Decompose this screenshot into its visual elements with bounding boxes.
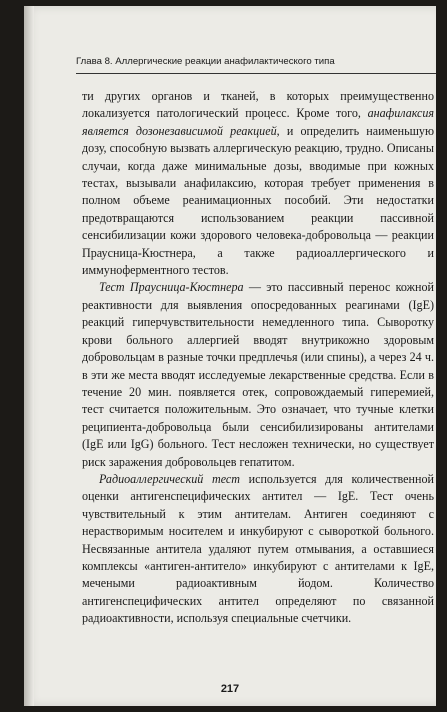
body-text bbox=[82, 88, 434, 628]
page-number: 217 bbox=[220, 683, 240, 695]
paragraph-2 bbox=[82, 279, 434, 470]
paragraph-1-text-2: , и определить наименьшую дозу, способную вызвать аллергическую реакцию, трудно. Описаны случаи, когда даже минимальные дозы, вводимые при кожных тестах, вызывали анафилаксию, которая требует применения в полном объеме реанимационных пособий. Эти недостатки предотвращаются использованием реакции пассивной сенсибилизации кожи здорового человека-добровольца — реакции Праусница-Кюстнера, а также радиоаллергического и иммуноферментного тестов. bbox=[82, 123, 434, 278]
paragraph-1-italic: анафилаксия является дозонезависимой реакцией bbox=[82, 106, 434, 138]
book-page bbox=[24, 6, 436, 706]
paragraph-1-text-1: ти других органов и тканей, в которых преимущественно локализуется патологический процесс. Кроме того, bbox=[82, 89, 434, 121]
paragraph-1 bbox=[82, 88, 434, 279]
header-rule bbox=[76, 73, 436, 74]
paragraph-3 bbox=[82, 471, 434, 628]
running-header: Глава 8. Аллергические реакции анафилактического типа bbox=[76, 56, 335, 67]
page-spine-shadow bbox=[24, 6, 34, 706]
paragraph-2-text: — это пассивный перенос кожной реактивности для выявления опосредованных реагинами (IgE) реакций гиперчувствительности немедленного типа. Сыворотку крови больного аллергией вводят внутрикожно здоровым добровольцам в разные точки предплечья (или спины), а через 24 ч. в эти же места вводят исследуемые лекарственные средства. Если в течение 20 мин. появляется отек, сопровождаемый гиперемией, тест считается положительным. Это означает, что тучные клетки реципиента-добровольца были сенсибилизированы антителами (IgE или IgG) больного. Тест несложен технически, но существует риск заражения добровольцев гепатитом. bbox=[82, 280, 434, 469]
paragraph-3-text: используется для количественной оценки антигенспецифических антител — IgE. Тест очень чувствительный к этим антителам. Антиген соединяют с нерастворимым носителем и инкубируют с сывороткой больного. Несвязанные антитела удаляют путем отмывания, а оставшиеся комплексы «антиген-антитело» инкубируют с антителами к IgE, мечеными радиоактивным йодом. Количество антигенспецифических антител определяют по связанной радиоактивности, используя специальные счетчики. bbox=[82, 471, 434, 626]
paragraph-3-italic: Радиоаллергический тест bbox=[99, 471, 241, 486]
paragraph-2-italic: Тест Праусница-Кюстнера bbox=[99, 280, 244, 295]
